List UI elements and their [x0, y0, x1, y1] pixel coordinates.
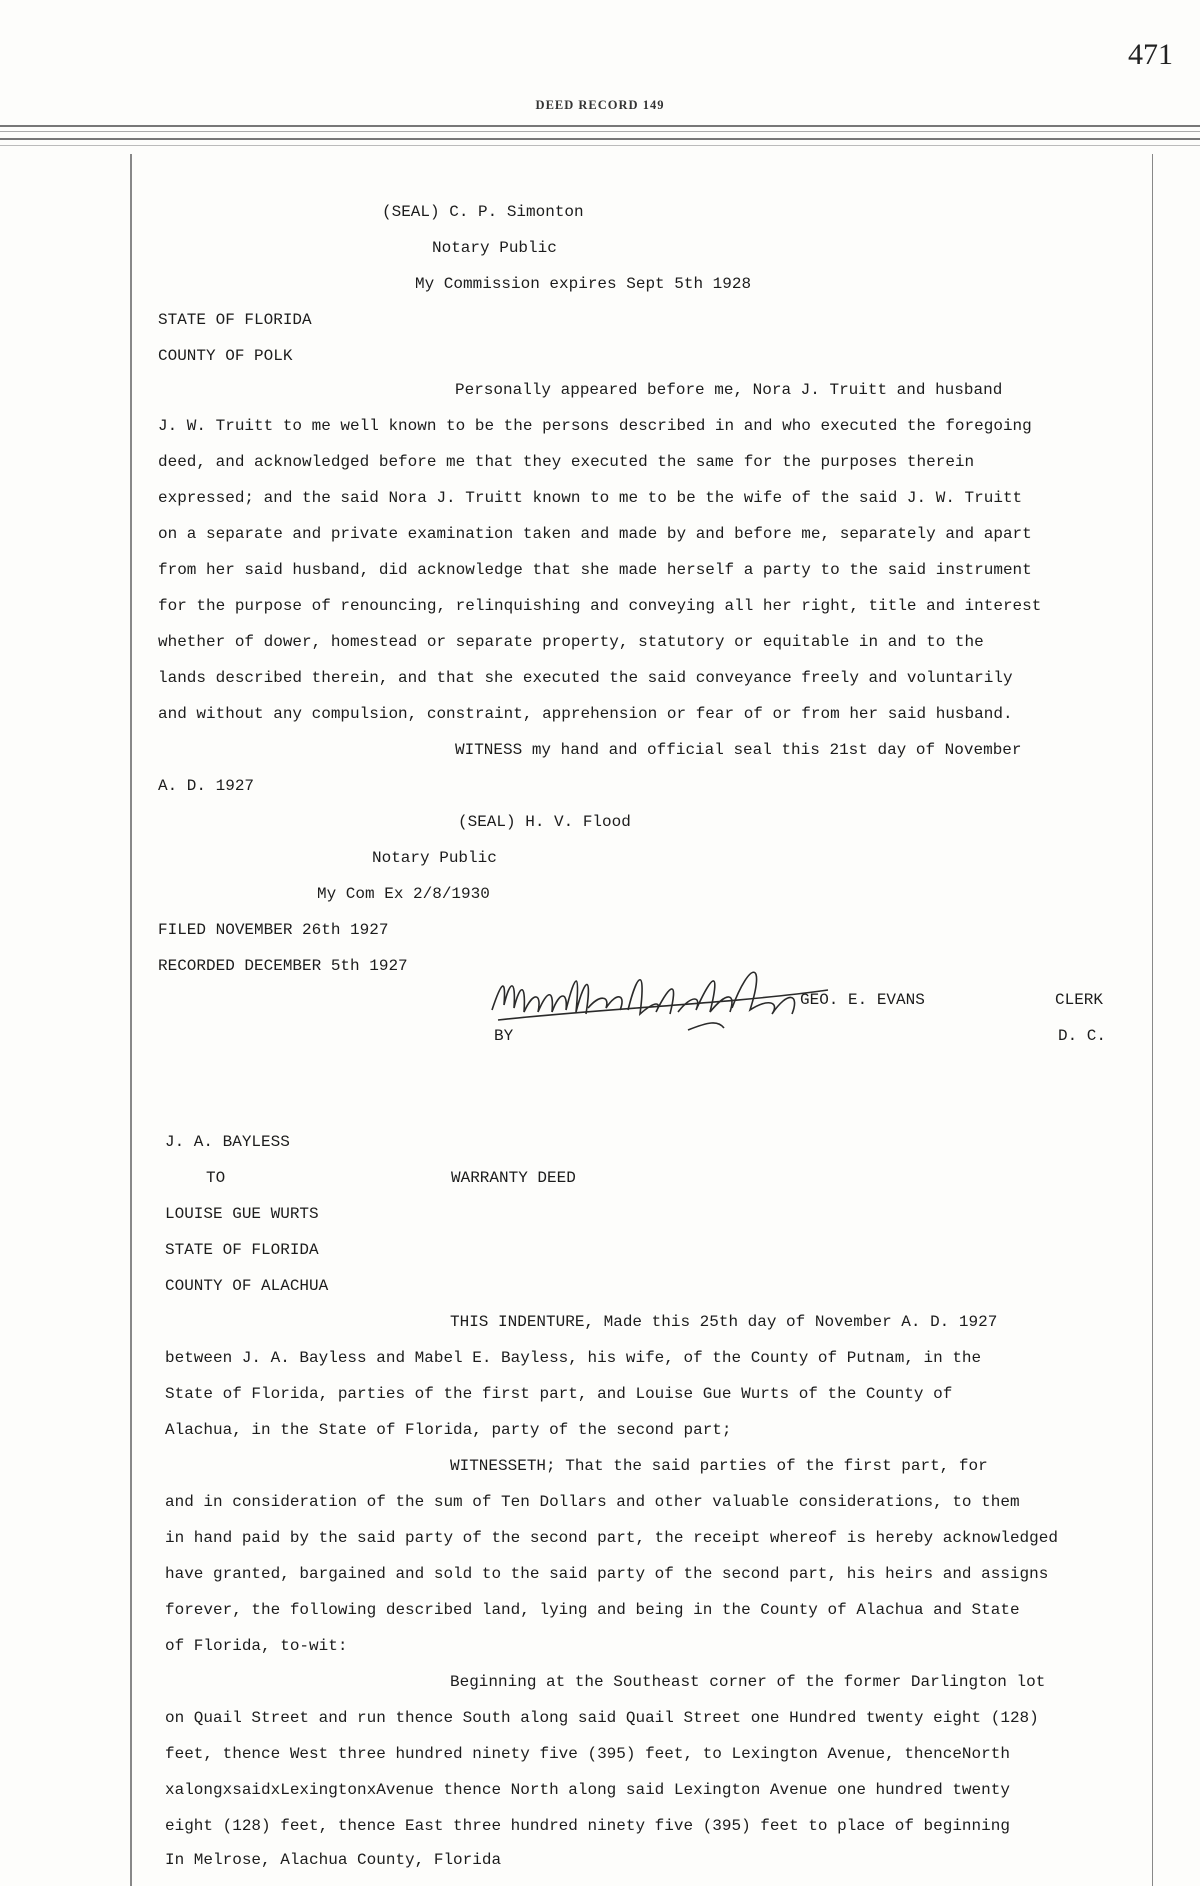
text-line: RECORDED DECEMBER 5th 1927	[158, 957, 408, 975]
text-line: Notary Public	[372, 849, 497, 867]
text-line: TO	[206, 1169, 226, 1187]
text-line: forever, the following described land, lying and being in the County of Alachua and State	[165, 1601, 1020, 1619]
text-line: from her said husband, did acknowledge that she made herself a party to the said instrument	[158, 561, 1032, 579]
header-rule	[0, 131, 1200, 132]
text-line: expressed; and the said Nora J. Truitt known to me to be the wife of the said J. W. Truitt	[158, 489, 1023, 507]
text-line: J. A. BAYLESS	[165, 1133, 290, 1151]
margin-line-left	[130, 154, 132, 1886]
text-line: have granted, bargained and sold to the said party of the second part, his heirs and assigns	[165, 1565, 1049, 1583]
text-line: in hand paid by the said party of the second part, the receipt whereof is hereby acknowledged	[165, 1529, 1058, 1547]
text-line: LOUISE GUE WURTS	[165, 1205, 319, 1223]
text-line: STATE OF FLORIDA	[165, 1241, 319, 1259]
text-line: on Quail Street and run thence South along said Quail Street one Hundred twenty eight (128)	[165, 1709, 1039, 1727]
text-line: D. C.	[1058, 1027, 1107, 1045]
text-line: deed, and acknowledged before me that they executed the same for the purposes therein	[158, 453, 975, 471]
text-line: whether of dower, homestead or separate property, statutory or equitable in and to the	[158, 633, 984, 651]
text-line: Notary Public	[432, 239, 557, 257]
text-line: between J. A. Bayless and Mabel E. Bayless, his wife, of the County of Putnam, in the	[165, 1349, 982, 1367]
text-line: feet, thence West three hundred ninety five (395) feet, to Lexington Avenue, thenceNorth	[165, 1745, 1010, 1763]
text-line: J. W. Truitt to me well known to be the persons described in and who executed the foregoing	[158, 417, 1032, 435]
text-line: My Commission expires Sept 5th 1928	[415, 275, 752, 293]
text-line: on a separate and private examination taken and made by and before me, separately and apart	[158, 525, 1032, 543]
margin-line-right	[1152, 154, 1153, 1886]
text-line: WITNESS my hand and official seal this 21st day of November	[455, 741, 1022, 759]
text-line: xalongxsaidxLexingtonxAvenue thence North along said Lexington Avenue one hundred twenty	[165, 1781, 1010, 1799]
text-line: of Florida, to-wit:	[165, 1637, 348, 1655]
text-line: (SEAL) H. V. Flood	[458, 813, 631, 831]
text-line: COUNTY OF POLK	[158, 347, 293, 365]
text-line: My Com Ex 2/8/1930	[317, 885, 490, 903]
text-line: eight (128) feet, thence East three hundred ninety five (395) feet to place of beginning	[165, 1817, 1010, 1835]
text-line: A. D. 1927	[158, 777, 255, 795]
text-line: WARRANTY DEED	[451, 1169, 576, 1187]
header-rule	[0, 145, 1200, 146]
text-line: In Melrose, Alachua County, Florida	[165, 1851, 502, 1869]
header-rule	[0, 125, 1200, 127]
text-line: Beginning at the Southeast corner of the former Darlington lot	[450, 1673, 1046, 1691]
text-line: WITNESSETH; That the said parties of the first part, for	[450, 1457, 988, 1475]
text-line: FILED NOVEMBER 26th 1927	[158, 921, 389, 939]
text-line: lands described therein, and that she executed the said conveyance freely and voluntarily	[158, 669, 1013, 687]
text-line: BY	[494, 1027, 514, 1045]
text-line: and in consideration of the sum of Ten Dollars and other valuable considerations, to them	[165, 1493, 1020, 1511]
deputy-clerk-signature	[488, 950, 868, 1060]
running-header: DEED RECORD 149	[535, 98, 665, 112]
header-rule	[0, 138, 1200, 140]
text-line: THIS INDENTURE, Made this 25th day of November A. D. 1927	[450, 1313, 998, 1331]
text-line: GEO. E. EVANS	[800, 991, 925, 1009]
text-line: and without any compulsion, constraint, apprehension or fear of or from her said husband.	[158, 705, 1013, 723]
text-line: for the purpose of renouncing, relinquishing and conveying all her right, title and interest	[158, 597, 1042, 615]
text-line: Personally appeared before me, Nora J. Truitt and husband	[455, 381, 1003, 399]
page-number: 471	[1128, 38, 1173, 71]
text-line: (SEAL) C. P. Simonton	[382, 203, 584, 221]
text-line: Alachua, in the State of Florida, party of the second part;	[165, 1421, 732, 1439]
text-line: COUNTY OF ALACHUA	[165, 1277, 329, 1295]
text-line: State of Florida, parties of the first part, and Louise Gue Wurts of the County of	[165, 1385, 953, 1403]
text-line: STATE OF FLORIDA	[158, 311, 312, 329]
text-line: CLERK	[1055, 991, 1104, 1009]
